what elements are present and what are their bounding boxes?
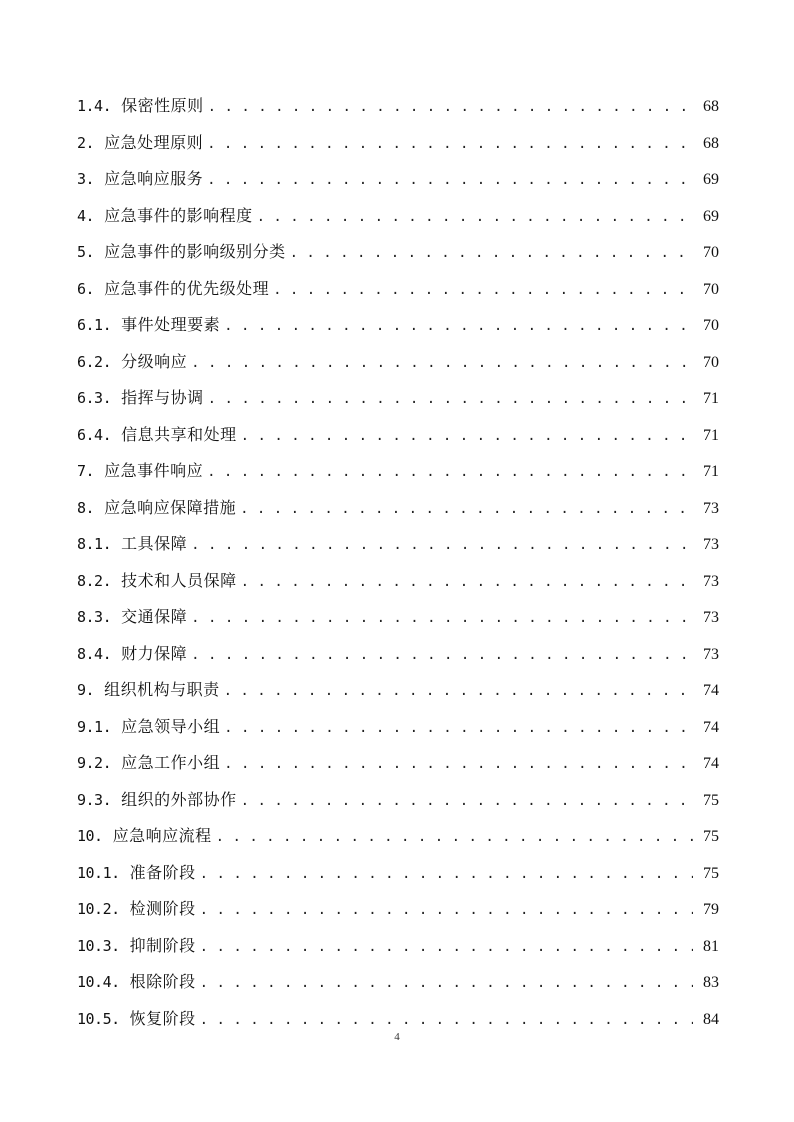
toc-dot-leader	[200, 892, 693, 929]
toc-entry-title: 恢复阶段	[129, 1008, 196, 1028]
toc-entry[interactable]	[77, 234, 719, 271]
toc-entry-page: 75	[703, 828, 719, 845]
toc-entry-title: 应急事件的影响程度	[104, 205, 253, 225]
toc-dot-leader	[241, 783, 693, 820]
toc-entry[interactable]	[77, 964, 719, 1001]
toc-entry-page: 73	[703, 572, 719, 590]
toc-entry[interactable]	[77, 745, 719, 782]
toc-dot-leader	[207, 454, 693, 491]
toc-dot-leader	[216, 819, 693, 856]
toc-dot-leader	[241, 418, 693, 455]
toc-entry-title: 组织机构与职责	[104, 680, 220, 699]
toc-entry-title: 保密性原则	[121, 96, 204, 115]
toc-entry-page: 71	[703, 426, 719, 444]
toc-entry-number: 3.	[77, 170, 95, 188]
toc-entry-page: 84	[703, 1010, 719, 1028]
toc-entry-page: 73	[703, 609, 719, 626]
toc-entry-title: 交通保障	[121, 607, 188, 626]
toc-entry-title: 应急事件的优先级处理	[104, 278, 270, 298]
toc-entry-number: 7.	[77, 462, 95, 480]
toc-entry[interactable]	[77, 855, 719, 892]
toc-entry-title: 应急响应服务	[104, 169, 204, 188]
toc-entry-number: 10.1.	[77, 863, 120, 882]
toc-entry[interactable]	[77, 417, 719, 454]
toc-entry[interactable]	[77, 161, 719, 198]
toc-entry-number: 1.4.	[77, 97, 112, 115]
toc-entry-title: 技术和人员保障	[121, 570, 237, 590]
toc-entry-page: 71	[703, 463, 719, 480]
toc-entry-number: 6.2.	[77, 352, 112, 371]
toc-entry-title: 事件处理要素	[121, 315, 221, 334]
toc-entry-number: 6.3.	[77, 389, 112, 407]
toc-entry-page: 69	[703, 171, 719, 188]
toc-entry-title: 应急响应流程	[112, 826, 212, 845]
toc-entry[interactable]	[77, 818, 719, 855]
toc-entry-title: 应急响应保障措施	[104, 497, 237, 517]
toc-entry-title: 准备阶段	[129, 862, 196, 882]
toc-dot-leader	[191, 527, 693, 564]
toc-entry-title: 信息共享和处理	[121, 424, 237, 444]
toc-entry[interactable]	[77, 928, 719, 965]
toc-entry-number: 6.	[77, 279, 95, 298]
toc-dot-leader	[191, 637, 693, 674]
toc-entry-title: 根除阶段	[129, 972, 196, 991]
toc-entry-page: 69	[703, 207, 719, 225]
toc-entry-number: 8.2.	[77, 571, 112, 590]
toc-entry-number: 10.	[77, 827, 103, 845]
toc-entry-title: 工具保障	[121, 534, 188, 553]
toc-entry-page: 73	[703, 536, 719, 553]
toc-entry-title: 应急工作小组	[121, 753, 221, 772]
toc-dot-leader	[200, 965, 693, 1002]
toc-entry-page: 73	[703, 645, 719, 663]
toc-entry-page: 79	[703, 901, 719, 918]
toc-entry-number: 6.4.	[77, 425, 112, 444]
toc-entry-number: 9.3.	[77, 790, 112, 809]
toc-entry-number: 10.2.	[77, 900, 120, 918]
toc-dot-leader	[191, 600, 693, 637]
toc-entry-page: 83	[703, 974, 719, 991]
toc-entry-title: 应急事件的影响级别分类	[104, 242, 286, 261]
toc-entry-number: 8.3.	[77, 608, 112, 626]
toc-entry-number: 9.	[77, 681, 95, 699]
toc-entry-page: 68	[703, 98, 719, 115]
toc-entry-page: 81	[703, 937, 719, 955]
toc-entry-page: 74	[703, 755, 719, 772]
toc-entry-number: 8.	[77, 498, 95, 517]
toc-dot-leader	[257, 199, 693, 236]
toc-dot-leader	[191, 345, 693, 382]
toc-entry-number: 9.2.	[77, 754, 112, 772]
toc-entry-title: 分级响应	[121, 351, 188, 371]
toc-entry[interactable]	[77, 709, 719, 746]
toc-entry-title: 组织的外部协作	[121, 789, 237, 809]
toc-entry[interactable]	[77, 453, 719, 490]
toc-entry-page: 73	[703, 499, 719, 517]
toc-entry[interactable]	[77, 380, 719, 417]
toc-entry[interactable]	[77, 563, 719, 600]
toc-entry-number: 5.	[77, 243, 95, 261]
toc-entry[interactable]	[77, 490, 719, 527]
toc-entry-page: 74	[703, 718, 719, 736]
toc-entry-title: 指挥与协调	[121, 388, 204, 407]
toc-entry[interactable]	[77, 891, 719, 928]
toc-entry[interactable]	[77, 88, 719, 125]
toc-entry-title: 抑制阶段	[129, 935, 196, 955]
toc-entry-page: 74	[703, 682, 719, 699]
toc-entry[interactable]	[77, 672, 719, 709]
toc-dot-leader	[200, 929, 693, 966]
toc-entry-number: 6.1.	[77, 316, 112, 334]
toc-entry-page: 70	[703, 317, 719, 334]
page-number: 4	[394, 1031, 400, 1043]
toc-entry[interactable]	[77, 636, 719, 673]
toc-entry-number: 10.5.	[77, 1009, 120, 1028]
table-of-contents	[77, 88, 719, 1037]
toc-entry-title: 应急事件响应	[104, 461, 204, 480]
toc-entry[interactable]	[77, 526, 719, 563]
toc-dot-leader	[224, 746, 693, 783]
toc-dot-leader	[224, 673, 693, 710]
toc-dot-leader	[208, 89, 693, 126]
toc-dot-leader	[208, 381, 693, 418]
toc-entry-page: 68	[703, 134, 719, 152]
toc-dot-leader	[207, 126, 693, 163]
toc-entry[interactable]	[77, 782, 719, 819]
toc-entry[interactable]	[77, 599, 719, 636]
toc-entry[interactable]	[77, 344, 719, 381]
toc-dot-leader	[224, 308, 693, 345]
toc-dot-leader	[240, 491, 693, 528]
toc-entry-number: 8.1.	[77, 535, 112, 553]
toc-dot-leader	[207, 162, 693, 199]
toc-dot-leader	[241, 564, 693, 601]
toc-entry-page: 75	[703, 791, 719, 809]
toc-entry-page: 70	[703, 280, 719, 298]
toc-entry-number: 9.1.	[77, 717, 112, 736]
toc-entry[interactable]	[77, 125, 719, 162]
toc-entry-title: 应急处理原则	[104, 132, 204, 152]
toc-entry-page: 71	[703, 390, 719, 407]
toc-entry-page: 70	[703, 244, 719, 261]
toc-dot-leader	[273, 272, 693, 309]
toc-entry-page: 75	[703, 864, 719, 882]
toc-entry-number: 10.3.	[77, 936, 120, 955]
toc-entry[interactable]	[77, 307, 719, 344]
toc-entry-number: 4.	[77, 206, 95, 225]
toc-dot-leader	[200, 856, 693, 893]
toc-entry[interactable]	[77, 198, 719, 235]
toc-entry[interactable]	[77, 271, 719, 308]
toc-entry-page: 70	[703, 353, 719, 371]
toc-dot-leader	[290, 235, 693, 272]
toc-entry-title: 财力保障	[121, 643, 188, 663]
toc-entry-title: 检测阶段	[129, 899, 196, 918]
toc-entry-number: 8.4.	[77, 644, 112, 663]
toc-entry-title: 应急领导小组	[121, 716, 221, 736]
toc-entry-number: 10.4.	[77, 973, 120, 991]
toc-entry-number: 2.	[77, 133, 95, 152]
toc-dot-leader	[224, 710, 693, 747]
